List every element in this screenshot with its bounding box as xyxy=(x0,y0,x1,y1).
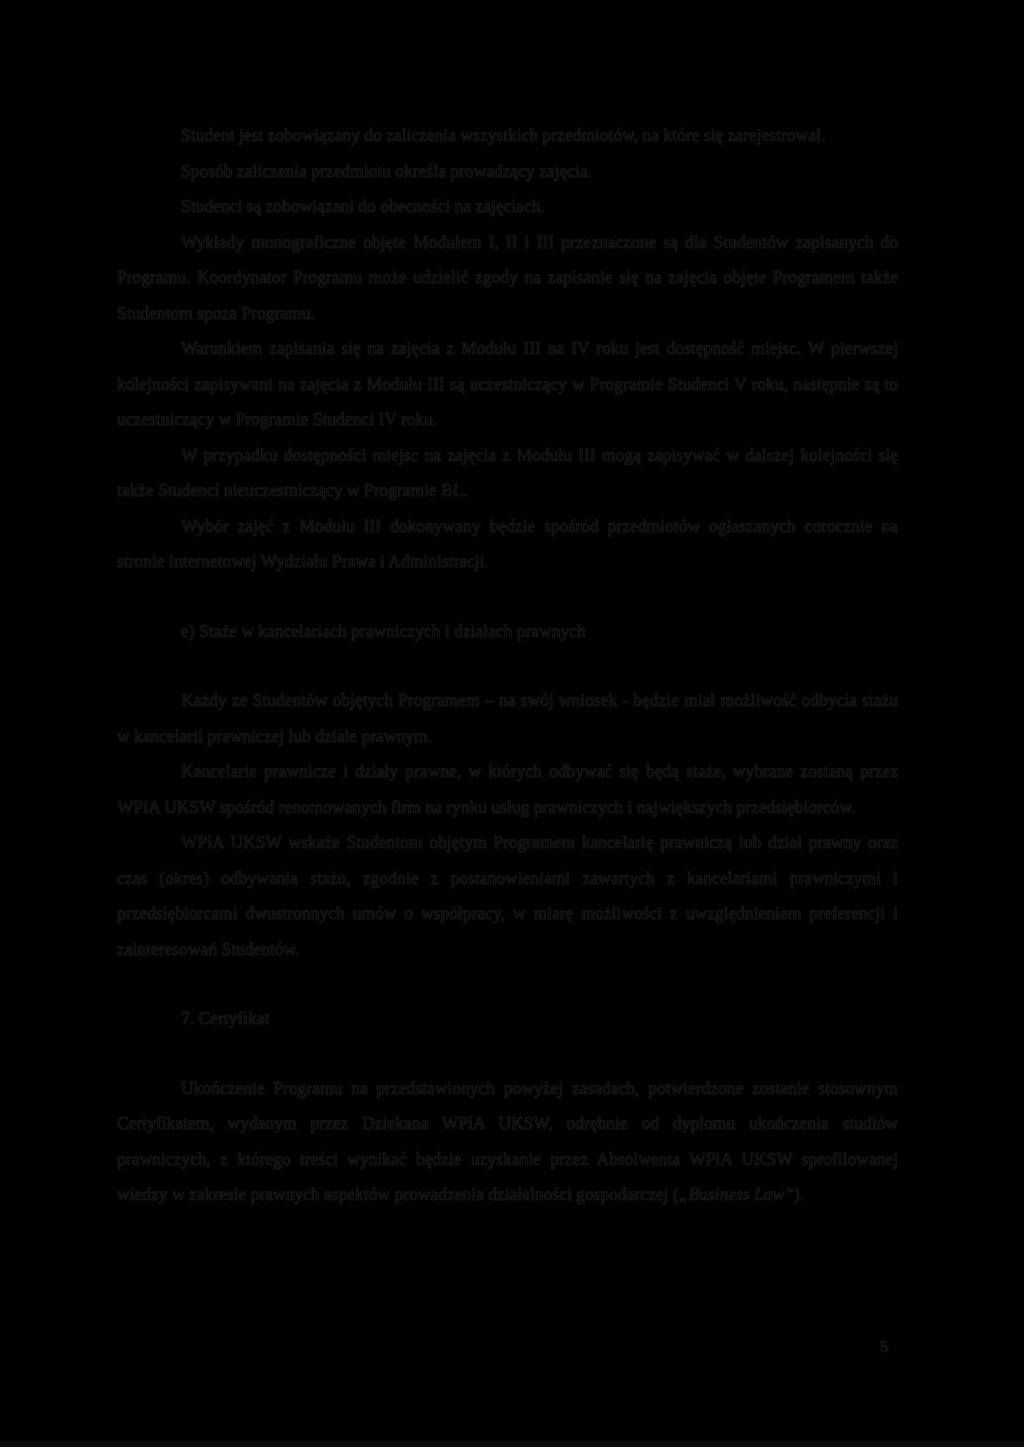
section-7-heading: 7. Certyfikat xyxy=(181,1008,270,1028)
certificate-text-end: ). xyxy=(793,1184,805,1204)
paragraph-module-iii-selection: Wybór zajęć z Modułu III dokonywany będzie spośród przedmiotów ogłaszanych corocznie na stronie internetowej Wydziału Prawa i Administracji. xyxy=(117,515,898,571)
paragraph-internship-assignment: WPiA UKSW wskaże Studentom objętym Programem kancelarię prawniczą lub dział prawny oraz czas (okres) odbywania stażu, zgodnie z postanowieniami zawartych z kancelariami prawniczymi i przedsiębiorcami dwustronnych umów o współpracy, w miarę możliwości z uwzględnieniem preferencji i zainteresowań Studentów. xyxy=(117,832,898,959)
paragraph-attendance: Studenci są zobowiązani do obecności na zajęciach. xyxy=(181,196,545,216)
paragraph-internship-firms: Kancelarie prawnicze i działy prawne, w których odbywać się będą staże, wybrane zostaną przez WPiA UKSW spośród renomowanych firm na rynku usług prawniczych i największych przedsiębiorców. xyxy=(117,761,898,817)
paragraph-obligation: Student jest zobowiązany do zaliczenia wszystkich przedmiotów, na które się zarejestrował. xyxy=(181,125,826,145)
page-number: 5 xyxy=(880,1337,889,1356)
section-e-heading: e) Staże w kancelariach prawniczych i działach prawnych xyxy=(181,620,586,641)
spacer xyxy=(117,580,898,614)
paragraph-module-iii-enrollment: Warunkiem zapisania się na zajęcia z Modułu III na IV roku jest dostępność miejsc. W pierwszej kolejności zapisywani na zajęcia z Modułu III są uczestniczący w Programie Studenci V roku, następnie są to uczestniczący w Programie Studenci IV roku. xyxy=(117,338,898,429)
spacer xyxy=(117,967,898,1001)
paragraph-internship-right: Każdy ze Studentów objętych Programem – na swój wniosek - będzie miał możliwość odbycia stażu w kancelarii prawniczej lub dziale prawnym. xyxy=(117,690,898,746)
certificate-text: Ukończenie Programu na przedstawionych powyżej zasadach, potwierdzone zostanie stosownym Certyfikatem, wydanym przez Dziekana WPiA UKSW, odrębnie od dyplomu ukończenia studiów prawniczych, z którego treści wynikać będzie uzyskanie przez Absolwenta WPiA UKSW sprofilowanej wiedzy w zakresie prawnych aspektów prowadzenia działalności gospodarczej ( xyxy=(117,1077,898,1204)
business-law-term: „Business Law” xyxy=(678,1184,794,1204)
spacer xyxy=(117,649,898,683)
paragraph-certificate xyxy=(117,1071,898,1213)
paragraph-grading-method: Sposób zaliczenia przedmiotu określa prowadzący zajęcia. xyxy=(181,160,593,181)
scan-edge xyxy=(0,1441,1024,1447)
paragraph-monographic-lectures: Wykłady monograficzne objęte Modułem I, II i III przeznaczone są dla Studentów zapisanych do Programu. Koordynator Programu może udzielić zgody na zapisanie się na zajęcia objęte Programem także Studentom spoza Programu. xyxy=(117,231,898,323)
document-body xyxy=(117,118,898,1213)
spacer xyxy=(117,1037,898,1071)
paragraph-available-places: W przypadku dostępności miejsc na zajęcia z Modułu III mogą zapisywać w dalszej kolejności się także Studenci nieuczestniczący w Programie BL. xyxy=(117,444,898,500)
